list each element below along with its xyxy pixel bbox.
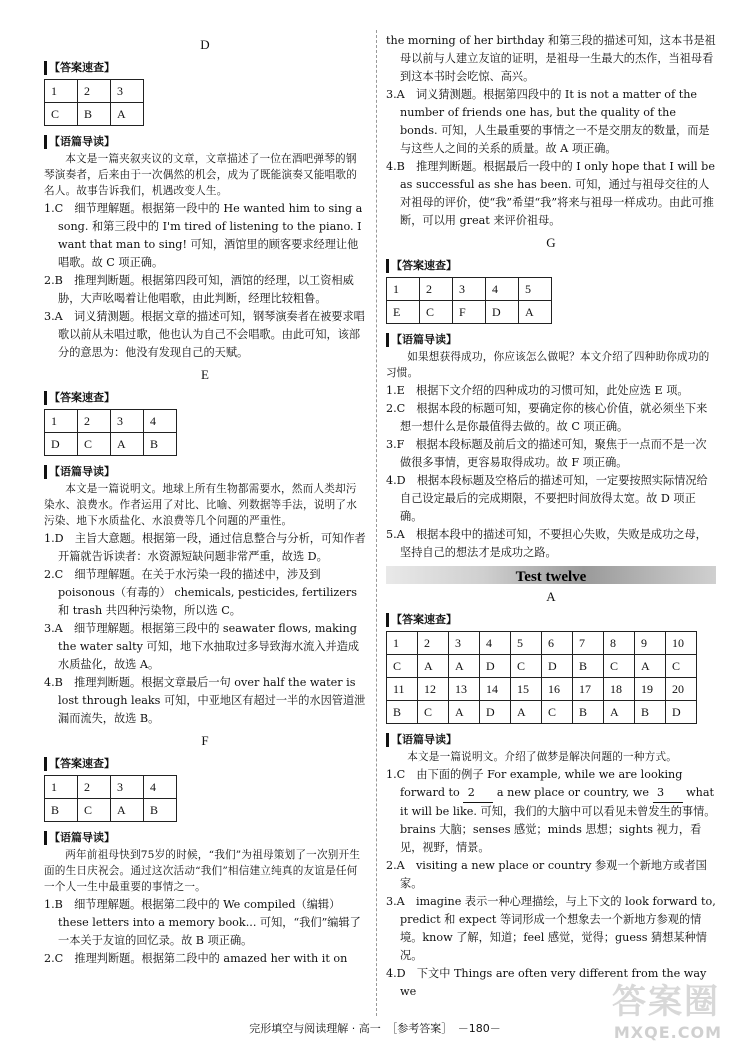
explanation-item: 2.C 细节理解题。在关于水污染一段的描述中，涉及到 poisonous（有毒的） chemicals, pesticides, fertilizers 和 trash 共四种污染物，所以选 C。 [44, 568, 357, 617]
answer-cell: A [418, 655, 449, 678]
explanation-item: the morning of her birthday 和第三段的描述可知，这本书是祖母以前与人建立友谊的证明，是祖母一生最大的杰作，当祖母看到这本书时会吃惊、高兴。 [386, 34, 716, 83]
explanation-item: 3.A 词义猜测题。根据文章的描述可知，钢琴演奏者在被要求唱歌以前从未唱过歌，他也认为自己不会唱歌。由此可知，该部分的意思为：他没有发现自己的天赋。 [44, 310, 365, 359]
guide-tag: 【语篇导读】 [44, 135, 115, 149]
answer-cell: 5 [511, 632, 542, 655]
section-title-e: E [201, 367, 209, 382]
explanations-f [44, 896, 366, 968]
answer-cell: 6 [542, 632, 573, 655]
answer-tag: 【答案速查】 [386, 613, 457, 627]
answer-row [387, 701, 697, 724]
answer-row [45, 410, 177, 433]
answer-cell: 1 [387, 278, 420, 301]
answer-cell: 4 [144, 776, 177, 799]
test-title: Test twelve [515, 569, 587, 585]
test-banner [386, 566, 716, 584]
watermark-text: 答案圈 [612, 982, 720, 1022]
answer-row [387, 678, 697, 701]
answer-row [45, 776, 177, 799]
answer-cell: D [480, 655, 511, 678]
answer-cell: 3 [449, 632, 480, 655]
explanation-item: 1.D 主旨大意题。根据第一段，通过信息整合与分析，可知作者开篇就告诉读者：水资源短缺问题非常严重，故选 D。 [44, 532, 366, 563]
explanation-item [386, 766, 716, 857]
explanations-e [44, 530, 366, 728]
left-column [44, 32, 366, 968]
answer-cell: C [78, 433, 111, 456]
passage-intro-d: 本文是一篇夹叙夹议的文章，文章描述了一位在酒吧弹琴的钢琴演奏者，后来由于一次偶然的机会，成为了既能演奏又能唱歌的名人。故事告诉我们，机遇改变人生。 [44, 153, 358, 197]
answer-cell: D [666, 701, 697, 724]
explanation-item: 3.A 细节理解题。根据第三段中的 seawater flows, making the water salty 可知，地下水抽取过多导致海水流入并造成水质盐化，故选 A。 [44, 622, 360, 671]
answer-cell: C [387, 655, 418, 678]
answer-cell: 19 [635, 678, 666, 701]
answer-row [387, 655, 697, 678]
answer-cell: A [635, 655, 666, 678]
answer-cell: C [78, 799, 111, 822]
explanations-f-continued [386, 32, 716, 230]
answer-cell: 18 [604, 678, 635, 701]
guide-tag: 【语篇导读】 [44, 465, 115, 479]
answer-tag: 【答案速查】 [44, 61, 115, 75]
answer-table-g [386, 277, 552, 324]
explanations-d [44, 200, 366, 362]
answer-cell: D [45, 433, 78, 456]
passage-intro-a: 本文是一篇说明文。介绍了做梦是解决问题的一种方式。 [407, 751, 678, 763]
explanation-item: 2.A visiting a new place or country 参观一个新地方或者国家。 [386, 859, 707, 890]
explanation-item: 3.A 词义猜测题。根据第四段中的 It is not a matter of the number of friends one has, but the quality of the bonds. 可知，人生最重要的事情之一不是交朋友的数量，而是与这些人之间的关系的质量。故 A 项正确。 [386, 88, 710, 155]
answer-cell: A [604, 701, 635, 724]
guide-tag: 【语篇导读】 [386, 333, 457, 347]
answer-cell: 7 [573, 632, 604, 655]
answer-cell: B [144, 433, 177, 456]
answer-cell: A [111, 433, 144, 456]
answer-cell: 1 [45, 80, 78, 103]
answer-cell: 8 [604, 632, 635, 655]
answer-cell: B [45, 799, 78, 822]
item-text: 1.C 由下面的例子 For example, while we are looking forward to [386, 768, 683, 799]
blank-2: 2 [463, 784, 493, 803]
answer-cell: 2 [420, 278, 453, 301]
answer-cell: 5 [519, 278, 552, 301]
explanation-item: 2.C 根据本段的标题可知，要确定你的核心价值，就必须坐下来想一想什么是你最值得去做的。故 C 项正确。 [386, 402, 708, 433]
section-title-g: G [546, 235, 556, 250]
answer-cell: 3 [111, 80, 144, 103]
answer-cell: 1 [387, 632, 418, 655]
answer-cell: C [418, 701, 449, 724]
answer-cell: A [519, 301, 552, 324]
answer-cell: 16 [542, 678, 573, 701]
answer-cell: 2 [78, 410, 111, 433]
item-text: what it will be like. 可知，我们的大脑中可以看见未曾发生的事情。brains 大脑；senses 感觉；minds 思想；sights 视力，看见，视野，情景。 [400, 786, 716, 854]
explanation-item: 2.B 推理判断题。根据第四段可知，酒馆的经理，以工资相威胁，大声吆喝着让他唱歌，由此判断，经理比较粗鲁。 [44, 274, 354, 305]
passage-intro-e: 本文是一篇说明文。地球上所有生物都需要水，然而人类却污染水、浪费水。作者运用了对比、比喻、列数据等手法，说明了水污染、地下水质盐化、水浪费等几个问题的严重性。 [44, 483, 358, 527]
answer-row [45, 799, 177, 822]
answer-cell: A [111, 799, 144, 822]
answer-cell: 2 [78, 776, 111, 799]
blank-3: 3 [653, 784, 683, 803]
answer-cell: 4 [486, 278, 519, 301]
answer-cell: 15 [511, 678, 542, 701]
answer-tag: 【答案速查】 [44, 757, 115, 771]
answer-row [387, 301, 552, 324]
answer-table-a [386, 631, 697, 724]
answer-cell: F [453, 301, 486, 324]
page-footer: 完形填空与阅读理解 · 高一 ［参考答案］ －180－ [249, 1022, 501, 1035]
explanation-item: 3.A imagine 表示一种心理描绘，与上下文的 look forward to, predict 和 expect 等词形成一个想象去一个新地方参观的情境。know 了解，知道；feel 感觉，觉得；guess 猜想某种情况。 [386, 895, 716, 962]
answer-cell: 2 [418, 632, 449, 655]
passage-intro-g: 如果想获得成功，你应该怎么做呢？本文介绍了四种助你成功的习惯。 [386, 351, 710, 379]
section-title-d: D [200, 37, 210, 52]
explanation-item: 4.B 推理判断题。根据最后一段中的 I only hope that I will be as successful as she has been. 可知，通过与祖母交往的人对祖母的评价，使“我”希望“我”将来与祖母一样成功。由此可推断，可以用 great 来评价祖母。 [386, 160, 715, 227]
explanation-item: 4.D 根据本段标题及空格后的描述可知，一定要按照实际情况给自己设定最后的完成期限，不要把时间放得太宽。故 D 项正确。 [386, 474, 708, 523]
answer-cell: 4 [480, 632, 511, 655]
answer-cell: D [542, 655, 573, 678]
answer-cell: 14 [480, 678, 511, 701]
explanation-item: 1.E 根据下文介绍的四种成功的习惯可知，此处应选 E 项。 [386, 384, 689, 397]
answer-table-f [44, 775, 177, 822]
answer-cell: 10 [666, 632, 697, 655]
answer-tag: 【答案速查】 [386, 259, 457, 273]
section-title-a: A [546, 589, 556, 604]
watermark-logo [610, 974, 730, 1044]
answer-cell: E [387, 301, 420, 324]
answer-cell: 1 [45, 410, 78, 433]
explanation-item: 4.B 推理判断题。根据文章最后一句 over half the water is lost through leaks 可知，中亚地区有超过一半的水因管道泄漏而流失，故选 B。 [44, 676, 366, 725]
explanation-item: 5.A 根据本段中的描述可知，不要担心失败，失败是成功之母，坚持自己的想法才是成功之路。 [386, 528, 707, 559]
answer-tag: 【答案速查】 [44, 391, 115, 405]
explanations-g [386, 382, 716, 562]
answer-cell: D [486, 301, 519, 324]
explanation-item: 4.D 下文中 Things are often very different from the way we [386, 967, 707, 998]
answer-cell: B [635, 701, 666, 724]
answer-table-d [44, 79, 144, 126]
answer-row [45, 433, 177, 456]
answer-row [387, 632, 697, 655]
answer-cell: C [45, 103, 78, 126]
answer-cell: A [111, 103, 144, 126]
passage-intro-f: 两年前祖母快到75岁的时候，“我们”为祖母策划了一次别开生面的生日庆祝会。通过这次活动“我们”相信建立纯真的友谊是任何一个人一生中最重要的事情之一。 [44, 849, 361, 893]
answer-cell: C [511, 655, 542, 678]
answer-cell: C [666, 655, 697, 678]
guide-tag: 【语篇导读】 [386, 733, 457, 747]
guide-tag: 【语篇导读】 [44, 831, 115, 845]
answer-cell: B [573, 701, 604, 724]
answer-cell: 13 [449, 678, 480, 701]
answer-table-e [44, 409, 177, 456]
answer-cell: B [78, 103, 111, 126]
watermark-url: MXQE.COM [613, 1023, 722, 1042]
explanation-item: 3.F 根据本段标题及前后文的描述可知，聚焦于一点而不是一次做很多事情，更容易取得成功。故 F 项正确。 [386, 438, 707, 469]
answer-cell: 3 [453, 278, 486, 301]
column-divider [376, 30, 377, 1016]
answer-cell: 12 [418, 678, 449, 701]
answer-cell: 11 [387, 678, 418, 701]
answer-cell: 2 [78, 80, 111, 103]
answer-cell: B [144, 799, 177, 822]
answer-cell: B [387, 701, 418, 724]
answer-cell: 4 [144, 410, 177, 433]
answer-cell: C [542, 701, 573, 724]
answer-cell: 20 [666, 678, 697, 701]
explanation-item: 1.C 细节理解题。根据第一段中的 He wanted him to sing a song. 和第三段中的 I'm tired of listening to the piano. I want that man to sing! 可知，酒馆里的顾客要求经理让他唱歌。故 C 项正确。 [44, 202, 363, 269]
section-title-f: F [201, 733, 209, 748]
answer-row [45, 103, 144, 126]
answer-row [45, 80, 144, 103]
answer-cell: B [573, 655, 604, 678]
answer-cell: A [449, 655, 480, 678]
answer-cell: D [480, 701, 511, 724]
explanation-item: 1.B 细节理解题。根据第二段中的 We compiled（编辑） these letters into a memory book... 可知，“我们”编辑了一本关于友谊的回忆录。故 B 项正确。 [44, 898, 361, 947]
answer-cell: 3 [111, 410, 144, 433]
explanation-item: 2.C 推理判断题。根据第二段中的 amazed her with it on [44, 952, 348, 965]
answer-cell: A [449, 701, 480, 724]
answer-cell: 1 [45, 776, 78, 799]
answer-cell: C [604, 655, 635, 678]
answer-cell: 3 [111, 776, 144, 799]
answer-cell: 9 [635, 632, 666, 655]
item-text: a new place or country, we [496, 786, 649, 799]
answer-cell: A [511, 701, 542, 724]
answer-cell: 17 [573, 678, 604, 701]
answer-cell: C [420, 301, 453, 324]
answer-row [387, 278, 552, 301]
right-column [386, 32, 716, 1001]
